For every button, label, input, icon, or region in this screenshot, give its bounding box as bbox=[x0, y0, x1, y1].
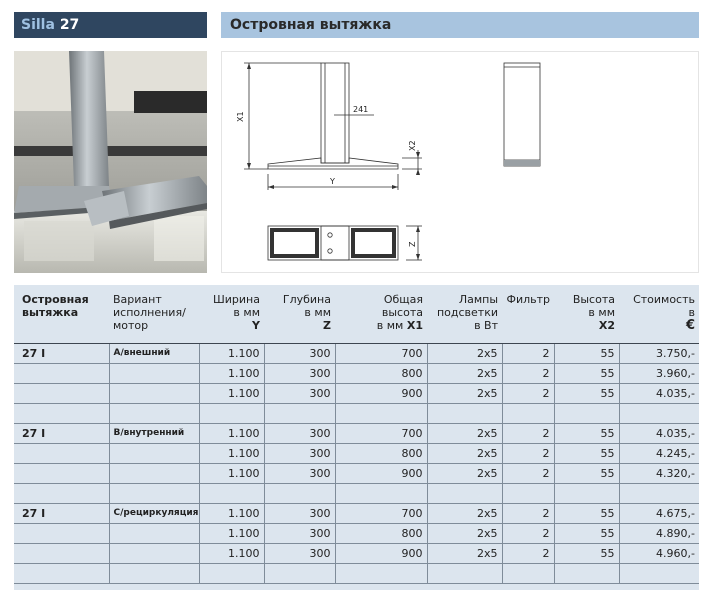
cell-lamps: 2x5 bbox=[427, 443, 502, 463]
cell-model bbox=[14, 523, 109, 543]
brand-name: Silla bbox=[21, 17, 55, 33]
brand-model: 27 bbox=[59, 17, 80, 33]
cell-height: 800 bbox=[335, 363, 427, 383]
col-header-filter: Фильтр bbox=[502, 285, 554, 343]
cell-x2: 55 bbox=[554, 443, 619, 463]
cell-variant: C/рециркуляция bbox=[109, 503, 199, 523]
table-row bbox=[14, 463, 699, 483]
cell-height: 700 bbox=[335, 343, 427, 363]
cell-height: 700 bbox=[335, 423, 427, 443]
cell-filter: 2 bbox=[502, 343, 554, 363]
table-body bbox=[14, 343, 699, 583]
cell-model bbox=[14, 443, 109, 463]
cell-height: 900 bbox=[335, 383, 427, 403]
label-241: 241 bbox=[353, 105, 369, 114]
cell-filter: 2 bbox=[502, 523, 554, 543]
product-photo bbox=[14, 51, 207, 273]
cell-depth: 300 bbox=[264, 363, 335, 383]
cell-x2: 55 bbox=[554, 503, 619, 523]
spacer-cell bbox=[619, 483, 699, 503]
table-row bbox=[14, 543, 699, 563]
cell-lamps: 2x5 bbox=[427, 463, 502, 483]
cell-depth: 300 bbox=[264, 423, 335, 443]
cell-depth: 300 bbox=[264, 343, 335, 363]
cell-model: 27 I bbox=[14, 343, 109, 363]
cell-width: 1.100 bbox=[199, 523, 264, 543]
cell-variant: A/внешний bbox=[109, 343, 199, 363]
cell-depth: 300 bbox=[264, 543, 335, 563]
spacer-cell bbox=[554, 483, 619, 503]
table-row bbox=[14, 423, 699, 443]
spacer-cell bbox=[199, 403, 264, 423]
cell-width: 1.100 bbox=[199, 503, 264, 523]
label-x1: X1 bbox=[236, 111, 245, 122]
cell-x2: 55 bbox=[554, 383, 619, 403]
cell-filter: 2 bbox=[502, 363, 554, 383]
spacer-cell bbox=[335, 403, 427, 423]
spacer-cell bbox=[554, 403, 619, 423]
brand-bar bbox=[14, 12, 207, 38]
cell-x2: 55 bbox=[554, 363, 619, 383]
cell-price: 4.035,- bbox=[619, 423, 699, 443]
spacer-cell bbox=[502, 483, 554, 503]
cell-width: 1.100 bbox=[199, 423, 264, 443]
cell-lamps: 2x5 bbox=[427, 523, 502, 543]
technical-drawing bbox=[221, 51, 699, 273]
cell-lamps: 2x5 bbox=[427, 383, 502, 403]
table-header bbox=[14, 285, 699, 343]
spacer-cell bbox=[335, 483, 427, 503]
cell-variant bbox=[109, 443, 199, 463]
cell-variant bbox=[109, 363, 199, 383]
cell-price: 3.960,- bbox=[619, 363, 699, 383]
cell-variant bbox=[109, 463, 199, 483]
cell-depth: 300 bbox=[264, 463, 335, 483]
cell-width: 1.100 bbox=[199, 363, 264, 383]
cell-filter: 2 bbox=[502, 423, 554, 443]
col-header-model: Островная вытяжка bbox=[14, 285, 109, 343]
cell-price: 4.960,- bbox=[619, 543, 699, 563]
cell-height: 800 bbox=[335, 443, 427, 463]
spacer-cell bbox=[619, 403, 699, 423]
table-row bbox=[14, 363, 699, 383]
cell-model bbox=[14, 463, 109, 483]
col-header-lamps: Лампы подсветки в Вт bbox=[427, 285, 502, 343]
cell-variant bbox=[109, 383, 199, 403]
spacer-cell bbox=[502, 563, 554, 583]
spacer-cell bbox=[554, 563, 619, 583]
cell-price: 4.675,- bbox=[619, 503, 699, 523]
cell-model bbox=[14, 363, 109, 383]
cell-lamps: 2x5 bbox=[427, 543, 502, 563]
label-z: Z bbox=[408, 241, 417, 247]
page-title: Островная вытяжка bbox=[221, 12, 699, 38]
cell-lamps: 2x5 bbox=[427, 503, 502, 523]
spacer-row bbox=[14, 483, 699, 503]
col-header-width: Ширина в мм Y bbox=[199, 285, 264, 343]
spacer-cell bbox=[427, 563, 502, 583]
spacer-cell bbox=[502, 403, 554, 423]
cell-depth: 300 bbox=[264, 383, 335, 403]
spacer-cell bbox=[109, 563, 199, 583]
cell-variant bbox=[109, 543, 199, 563]
cell-height: 900 bbox=[335, 463, 427, 483]
cell-width: 1.100 bbox=[199, 343, 264, 363]
col-header-x2: Высота в мм X2 bbox=[554, 285, 619, 343]
cell-price: 4.890,- bbox=[619, 523, 699, 543]
col-header-height: Общая высота в мм X1 bbox=[335, 285, 427, 343]
col-header-depth: Глубина в мм Z bbox=[264, 285, 335, 343]
cell-width: 1.100 bbox=[199, 383, 264, 403]
spacer-cell bbox=[264, 563, 335, 583]
cell-width: 1.100 bbox=[199, 543, 264, 563]
spacer-row bbox=[14, 403, 699, 423]
spacer-cell bbox=[619, 563, 699, 583]
cell-height: 800 bbox=[335, 523, 427, 543]
cell-width: 1.100 bbox=[199, 443, 264, 463]
cell-variant bbox=[109, 523, 199, 543]
cell-x2: 55 bbox=[554, 343, 619, 363]
cell-filter: 2 bbox=[502, 503, 554, 523]
price-table-panel bbox=[14, 285, 699, 590]
label-x2: X2 bbox=[408, 140, 417, 151]
cell-height: 900 bbox=[335, 543, 427, 563]
cell-model: 27 I bbox=[14, 423, 109, 443]
cell-depth: 300 bbox=[264, 443, 335, 463]
cell-x2: 55 bbox=[554, 463, 619, 483]
cell-model bbox=[14, 383, 109, 403]
cell-filter: 2 bbox=[502, 543, 554, 563]
cell-height: 700 bbox=[335, 503, 427, 523]
cell-lamps: 2x5 bbox=[427, 363, 502, 383]
cell-depth: 300 bbox=[264, 503, 335, 523]
cell-x2: 55 bbox=[554, 523, 619, 543]
spacer-cell bbox=[335, 563, 427, 583]
cell-price: 4.035,- bbox=[619, 383, 699, 403]
cell-lamps: 2x5 bbox=[427, 423, 502, 443]
cell-model: 27 I bbox=[14, 503, 109, 523]
table-row bbox=[14, 343, 699, 363]
cell-price: 3.750,- bbox=[619, 343, 699, 363]
label-y: Y bbox=[330, 177, 335, 186]
table-row bbox=[14, 503, 699, 523]
table-row bbox=[14, 523, 699, 543]
spacer-cell bbox=[264, 403, 335, 423]
spacer-cell bbox=[427, 403, 502, 423]
spacer-row bbox=[14, 563, 699, 583]
spacer-cell bbox=[199, 563, 264, 583]
col-header-variant: Вариант исполнения/ мотор bbox=[109, 285, 199, 343]
spacer-cell bbox=[14, 483, 109, 503]
cell-depth: 300 bbox=[264, 523, 335, 543]
cell-x2: 55 bbox=[554, 543, 619, 563]
spacer-cell bbox=[109, 403, 199, 423]
cell-x2: 55 bbox=[554, 423, 619, 443]
cell-lamps: 2x5 bbox=[427, 343, 502, 363]
cell-model bbox=[14, 543, 109, 563]
spacer-cell bbox=[199, 483, 264, 503]
spacer-cell bbox=[264, 483, 335, 503]
cell-price: 4.245,- bbox=[619, 443, 699, 463]
col-header-price: Стоимость в € bbox=[619, 285, 699, 343]
cell-filter: 2 bbox=[502, 443, 554, 463]
cell-price: 4.320,- bbox=[619, 463, 699, 483]
cell-filter: 2 bbox=[502, 463, 554, 483]
cell-width: 1.100 bbox=[199, 463, 264, 483]
spacer-cell bbox=[14, 563, 109, 583]
price-table bbox=[14, 285, 699, 584]
cell-filter: 2 bbox=[502, 383, 554, 403]
spacer-cell bbox=[109, 483, 199, 503]
spacer-cell bbox=[427, 483, 502, 503]
table-row bbox=[14, 383, 699, 403]
cell-variant: B/внутренний bbox=[109, 423, 199, 443]
spacer-cell bbox=[14, 403, 109, 423]
table-row bbox=[14, 443, 699, 463]
